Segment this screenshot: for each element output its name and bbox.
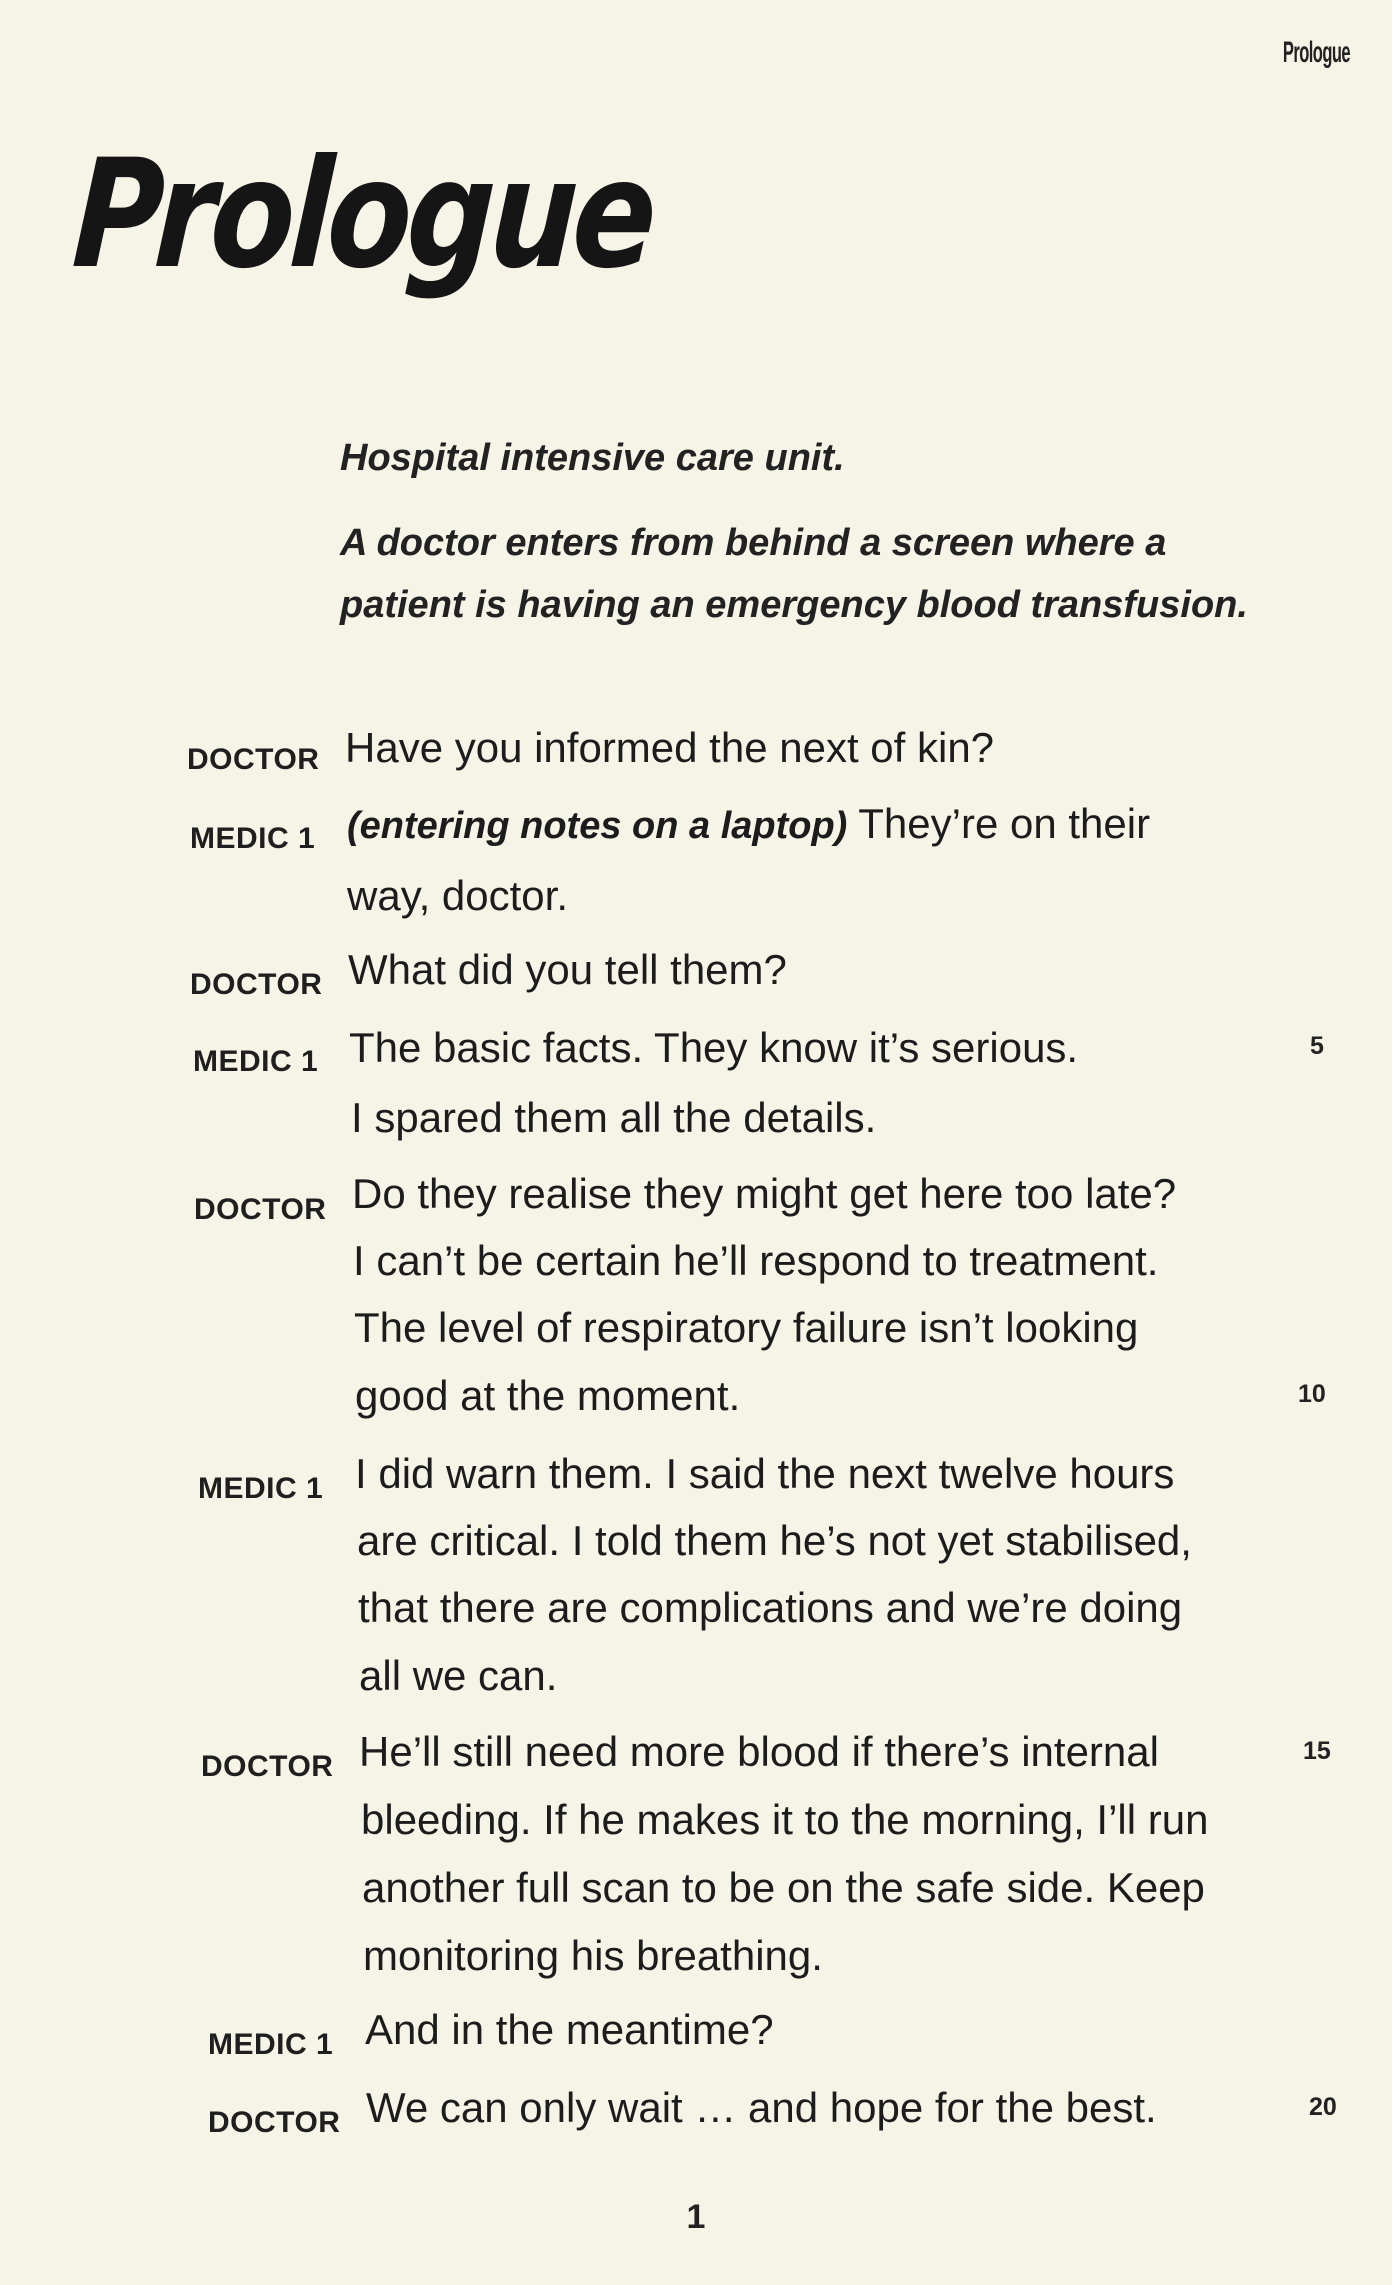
line-number: 5 [1310, 1032, 1324, 1060]
stage-direction-action-line-1: A doctor enters from behind a screen where a [340, 522, 1167, 564]
chapter-title: Prologue [68, 128, 657, 302]
speaker-label: DOCTOR [208, 2106, 341, 2139]
page-number: 1 [686, 2198, 706, 2236]
speech-line: that there are complications and we’re doing [358, 1584, 1183, 1631]
speech-line: I did warn them. I said the next twelve hours [355, 1450, 1175, 1497]
speaker-label: MEDIC 1 [193, 1045, 319, 1078]
speaker-label: DOCTOR [194, 1193, 327, 1226]
speech-line: I spared them all the details. [351, 1094, 877, 1141]
speech-line: Have you informed the next of kin? [345, 724, 995, 771]
inline-stage-direction: (entering notes on a laptop) [347, 805, 848, 847]
speech-line: The basic facts. They know it’s serious. [349, 1024, 1079, 1071]
speaker-label: MEDIC 1 [190, 822, 316, 855]
line-number: 15 [1303, 1737, 1331, 1765]
speech-line: Do they realise they might get here too late? [352, 1170, 1177, 1217]
line-number: 20 [1309, 2093, 1337, 2121]
speaker-label: DOCTOR [201, 1750, 334, 1783]
speech-line: all we can. [359, 1652, 558, 1699]
speech-line: way, doctor. [347, 872, 568, 919]
speech-line: He’ll still need more blood if there’s internal [359, 1728, 1159, 1775]
speech-line: monitoring his breathing. [363, 1932, 823, 1979]
speech-line: another full scan to be on the safe side. Keep [362, 1864, 1205, 1911]
speech-line: bleeding. If he makes it to the morning, I’ll run [361, 1796, 1209, 1843]
speech-line: I can’t be certain he’ll respond to treatment. [353, 1237, 1159, 1284]
speech-line: What did you tell them? [348, 946, 787, 993]
speech-line: are critical. I told them he’s not yet stabilised, [357, 1517, 1192, 1564]
speech-line: The level of respiratory failure isn’t looking [354, 1304, 1139, 1351]
speech-text: They’re on their [858, 800, 1151, 847]
running-head: Prologue [1282, 36, 1350, 69]
speaker-label: MEDIC 1 [208, 2028, 334, 2061]
line-number: 10 [1298, 1380, 1326, 1408]
speaker-label: DOCTOR [187, 743, 320, 776]
speech-line [347, 790, 1287, 860]
stage-direction-action-line-2: patient is having an emergency blood transfusion. [340, 584, 1248, 626]
speaker-label: DOCTOR [190, 968, 323, 1001]
speech-line: good at the moment. [355, 1372, 741, 1419]
stage-direction-setting: Hospital intensive care unit. [340, 437, 845, 479]
speech-line: We can only wait … and hope for the best. [366, 2084, 1157, 2131]
speech-line: And in the meantime? [365, 2006, 774, 2053]
speaker-label: MEDIC 1 [198, 1472, 324, 1505]
